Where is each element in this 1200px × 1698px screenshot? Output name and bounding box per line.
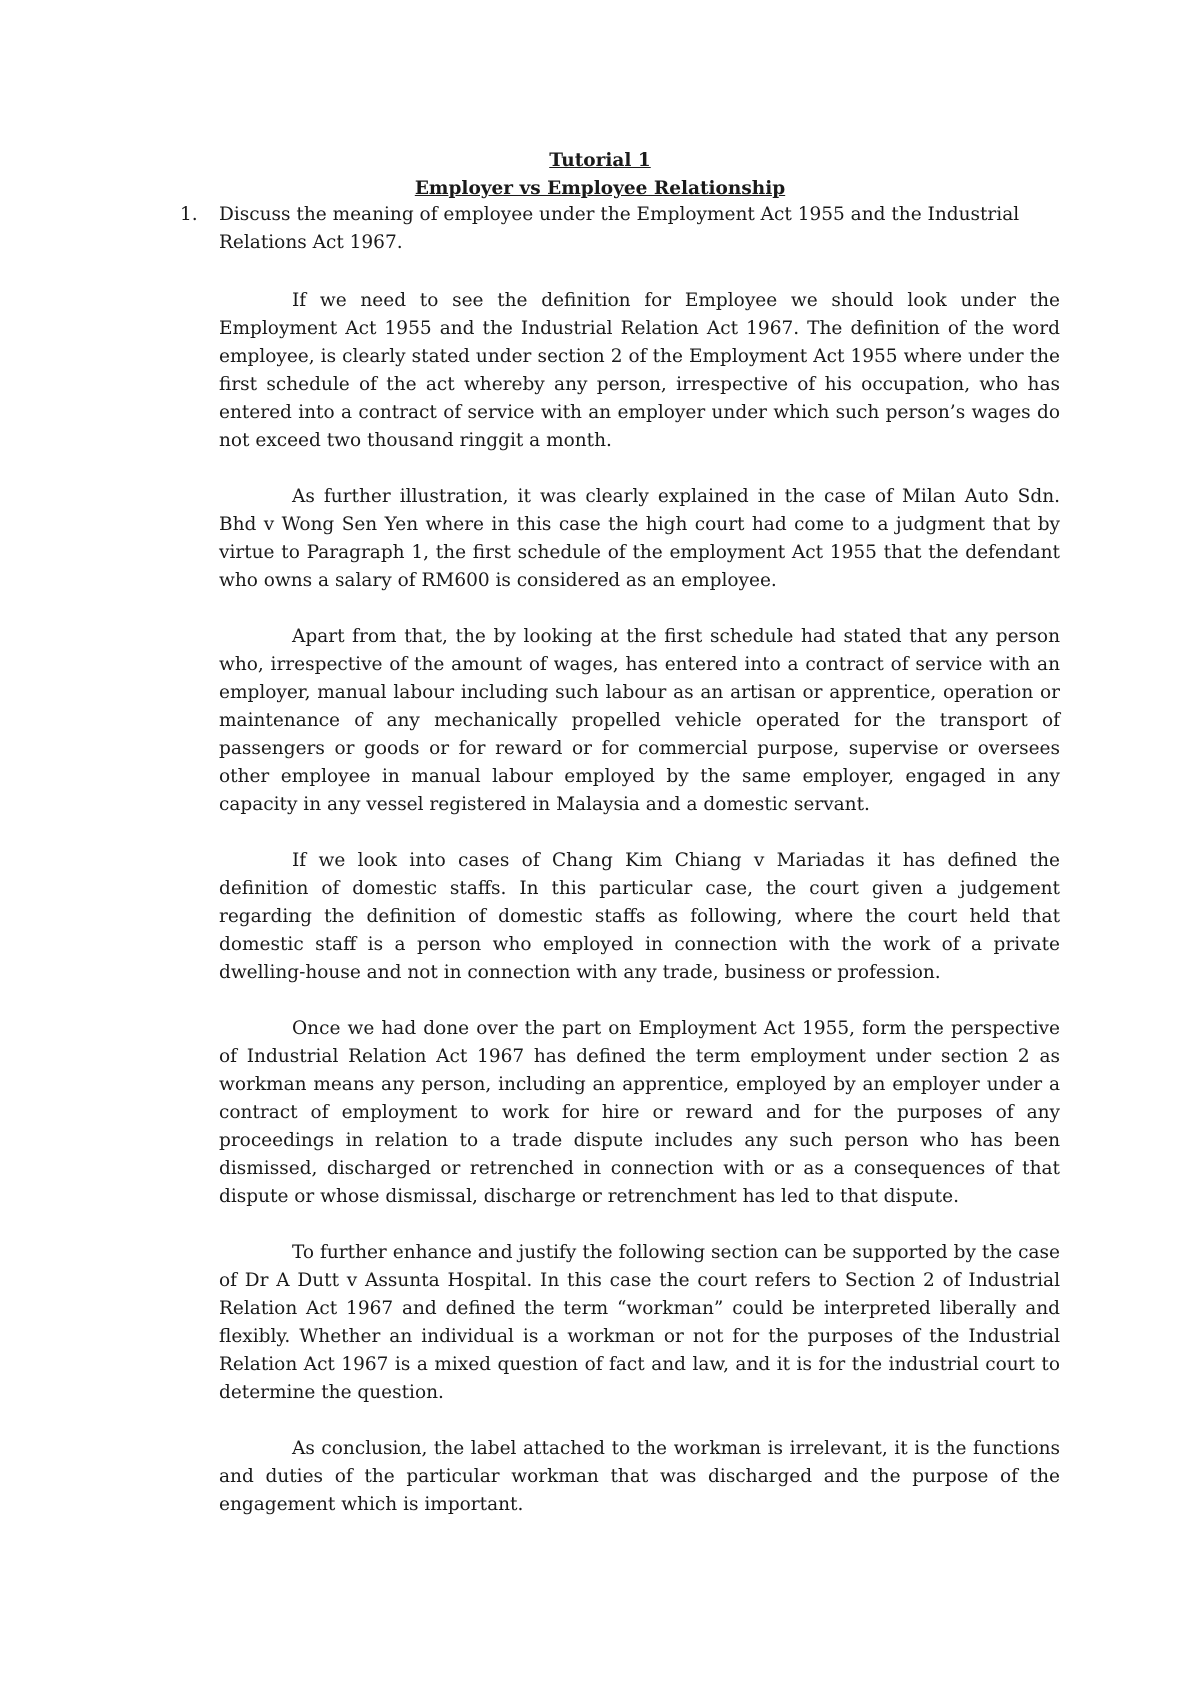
answer-paragraph: To further enhance and justify the following section can be supported by the case of Dr A Dutt v Assunta Hospital. In this case the court refers to Section 2 of Industrial Relation Act 1967 and defined the term “workman” could be interpreted liberally and flexibly. Whether an individual is a workman or not for the purposes of the Industrial Relation Act 1967 is a mixed question of fact and law, and it is for the industrial court to determine the question. (219, 1242, 1060, 1403)
answer-paragraph: As conclusion, the label attached to the workman is irrelevant, it is the functions and duties of the particular workman that was discharged and the purpose of the engagement which is important. (219, 1438, 1060, 1515)
question-number: 1. (180, 204, 198, 225)
tutorial-subtitle: Employer vs Employee Relationship (414, 178, 786, 199)
answer-paragraph: As further illustration, it was clearly explained in the case of Milan Auto Sdn. Bhd v Wong Sen Yen where in this case the high court had come to a judgment that by virtue to Paragraph 1, the first schedule of the employment Act 1955 that the defendant who owns a salary of RM600 is considered as an employee. (219, 486, 1060, 591)
question-text: Discuss the meaning of employee under the Employment Act 1955 and the Industrial Relations Act 1967. (219, 204, 1020, 253)
answer-paragraph: If we look into cases of Chang Kim Chiang v Mariadas it has defined the definition of domestic staffs. In this particular case, the court given a judgement regarding the definition of domestic staffs as following, where the court held that domestic staff is a person who employed in connection with the work of a private dwelling-house and not in connection with any trade, business or profession. (219, 850, 1060, 983)
title-block (0, 147, 1200, 203)
answer-body (219, 287, 1060, 1547)
answer-paragraph: Apart from that, the by looking at the first schedule had stated that any person who, irrespective of the amount of wages, has entered into a contract of service with an employer, manual labour including such labour as an artisan or apprentice, operation or maintenance of any mechanically propelled vehicle operated for the transport of passengers or goods or for reward or for commercial purpose, supervise or oversees other employee in manual labour employed by the same employer, engaged in any capacity in any vessel registered in Malaysia and a domestic servant. (219, 626, 1060, 815)
question-1 (180, 201, 1060, 257)
answer-paragraph: Once we had done over the part on Employment Act 1955, form the perspective of Industrial Relation Act 1967 has defined the term employment under section 2 as workman means any person, including an apprentice, employed by an employer under a contract of employment to work for hire or reward and for the purposes of any proceedings in relation to a trade dispute includes any such person who has been dismissed, discharged or retrenched in connection with or as a consequences of that dispute or whose dismissal, discharge or retrenchment has led to that dispute. (219, 1018, 1060, 1207)
tutorial-title: Tutorial 1 (549, 150, 651, 171)
answer-paragraph: If we need to see the definition for Employee we should look under the Employment Act 1955 and the Industrial Relation Act 1967. The definition of the word employee, is clearly stated under section 2 of the Employment Act 1955 where under the first schedule of the act whereby any person, irrespective of his occupation, who has entered into a contract of service with an employer under which such person’s wages do not exceed two thousand ringgit a month. (219, 290, 1060, 451)
